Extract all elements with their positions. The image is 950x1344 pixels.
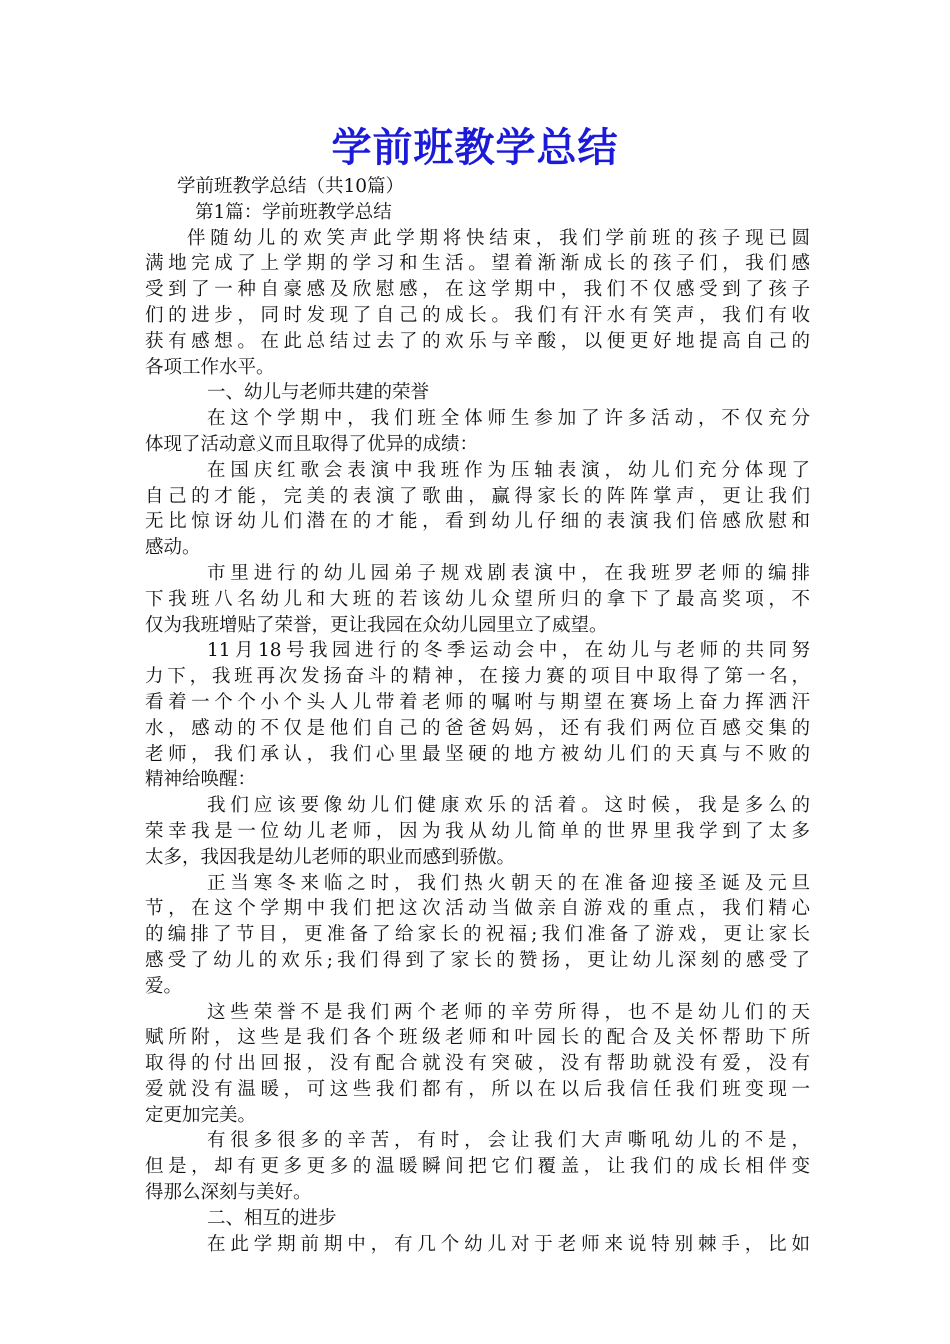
paragraph-line: 感动。 <box>145 537 201 559</box>
paragraph-line: 受到了一种自豪感及欣慰感，在这学期中，我们不仅感受到了孩子 <box>145 279 810 301</box>
paragraph-line: 无比惊讶幼儿们潜在的才能，看到幼儿仔细的表演我们倍感欣慰和 <box>145 511 810 533</box>
paragraph-line: 感受了幼儿的欢乐;我们得到了家长的赞扬，更让幼儿深刻的感受了 <box>145 949 810 971</box>
paragraph-line: 荣幸我是一位幼儿老师，因为我从幼儿简单的世界里我学到了太多 <box>145 820 810 842</box>
paragraph-line: 但是，却有更多更多的温暖瞬间把它们覆盖，让我们的成长相伴变 <box>145 1156 810 1178</box>
paragraph-line: 满地完成了上学期的学习和生活。望着渐渐成长的孩子们，我们感 <box>145 253 810 275</box>
paragraph-line: 正当寒冬来临之时，我们热火朝天的在准备迎接圣诞及元旦 <box>207 872 810 894</box>
paragraph-line: 各项工作水平。 <box>145 356 275 378</box>
document-title: 学前班教学总结 <box>331 125 619 171</box>
paragraph-line: 仅为我班增贴了荣誉，更让我园在众幼儿园里立了威望。 <box>145 614 608 636</box>
paragraph-line: 太多，我因我是幼儿老师的职业而感到骄傲。 <box>145 846 516 868</box>
paragraph-line: 看着一个个小个头人儿带着老师的嘱咐与期望在赛场上奋力挥洒汗 <box>145 691 810 713</box>
paragraph-line: 爱。 <box>145 975 183 997</box>
paragraph-line: 取得的付出回报，没有配合就没有突破，没有帮助就没有爱，没有 <box>145 1053 810 1075</box>
paragraph-line: 有很多很多的辛苦，有时，会让我们大声嘶吼幼儿的不是， <box>207 1130 810 1152</box>
paragraph-line: 在国庆红歌会表演中我班作为压轴表演，幼儿们充分体现了 <box>207 459 810 481</box>
paragraph-line: 力下，我班再次发扬奋斗的精神，在接力赛的项目中取得了第一名， <box>145 666 810 688</box>
paragraph-line: 节，在这个学期中我们把这次活动当做亲自游戏的重点，我们精心 <box>145 898 810 920</box>
paragraph-line: 老师，我们承认，我们心里最坚硬的地方被幼儿们的天真与不败的 <box>145 743 810 765</box>
paragraph-line: 得那么深刻与美好。 <box>145 1182 312 1204</box>
subtitle: 学前班教学总结（共10篇） <box>177 176 405 197</box>
paragraph-line: 的编排了节目，更准备了给家长的祝福;我们准备了游戏，更让家长 <box>145 924 810 946</box>
chapter-heading: 第1篇：学前班教学总结 <box>195 201 392 223</box>
paragraph-line: 市里进行的幼儿园弟子规戏剧表演中，在我班罗老师的编排 <box>207 562 810 584</box>
paragraph-line: 下我班八名幼儿和大班的若该幼儿众望所归的拿下了最高奖项，不 <box>145 588 810 610</box>
paragraph-line: 伴随幼儿的欢笑声此学期将快结束，我们学前班的孩子现已圆 <box>187 227 810 249</box>
paragraph-line: 在这个学期中，我们班全体师生参加了许多活动，不仅充分 <box>207 408 810 430</box>
paragraph-line: 精神给唤醒： <box>145 769 257 791</box>
paragraph-line: 在此学期前期中，有几个幼儿对于老师来说特别棘手，比如 <box>207 1233 810 1255</box>
section-heading: 二、相互的进步 <box>207 1207 337 1229</box>
section-heading: 一、幼儿与老师共建的荣誉 <box>207 382 430 404</box>
paragraph-line: 获有感想。在此总结过去了的欢乐与辛酸，以便更好地提高自己的 <box>145 330 810 352</box>
paragraph-line: 定更加完美。 <box>145 1104 257 1126</box>
paragraph-line: 11月18号我园进行的冬季运动会中，在幼儿与老师的共同努 <box>207 640 810 662</box>
paragraph-line: 自己的才能，完美的表演了歌曲，赢得家长的阵阵掌声，更让我们 <box>145 485 810 507</box>
paragraph-line: 我们应该要像幼儿们健康欢乐的活着。这时候，我是多么的 <box>207 795 810 817</box>
paragraph-line: 们的进步，同时发现了自己的成长。我们有汗水有笑声，我们有收 <box>145 304 810 326</box>
paragraph-line: 这些荣誉不是我们两个老师的辛劳所得，也不是幼儿们的天 <box>207 1001 810 1023</box>
paragraph-line: 体现了活动意义而且取得了优异的成绩： <box>145 433 479 455</box>
paragraph-line: 水，感动的不仅是他们自己的爸爸妈妈，还有我们两位百感交集的 <box>145 717 810 739</box>
document-body <box>145 174 810 1257</box>
paragraph-line: 赋所附，这些是我们各个班级老师和叶园长的配合及关怀帮助下所 <box>145 1027 810 1049</box>
paragraph-line: 爱就没有温暖，可这些我们都有，所以在以后我信任我们班变现一 <box>145 1078 810 1100</box>
